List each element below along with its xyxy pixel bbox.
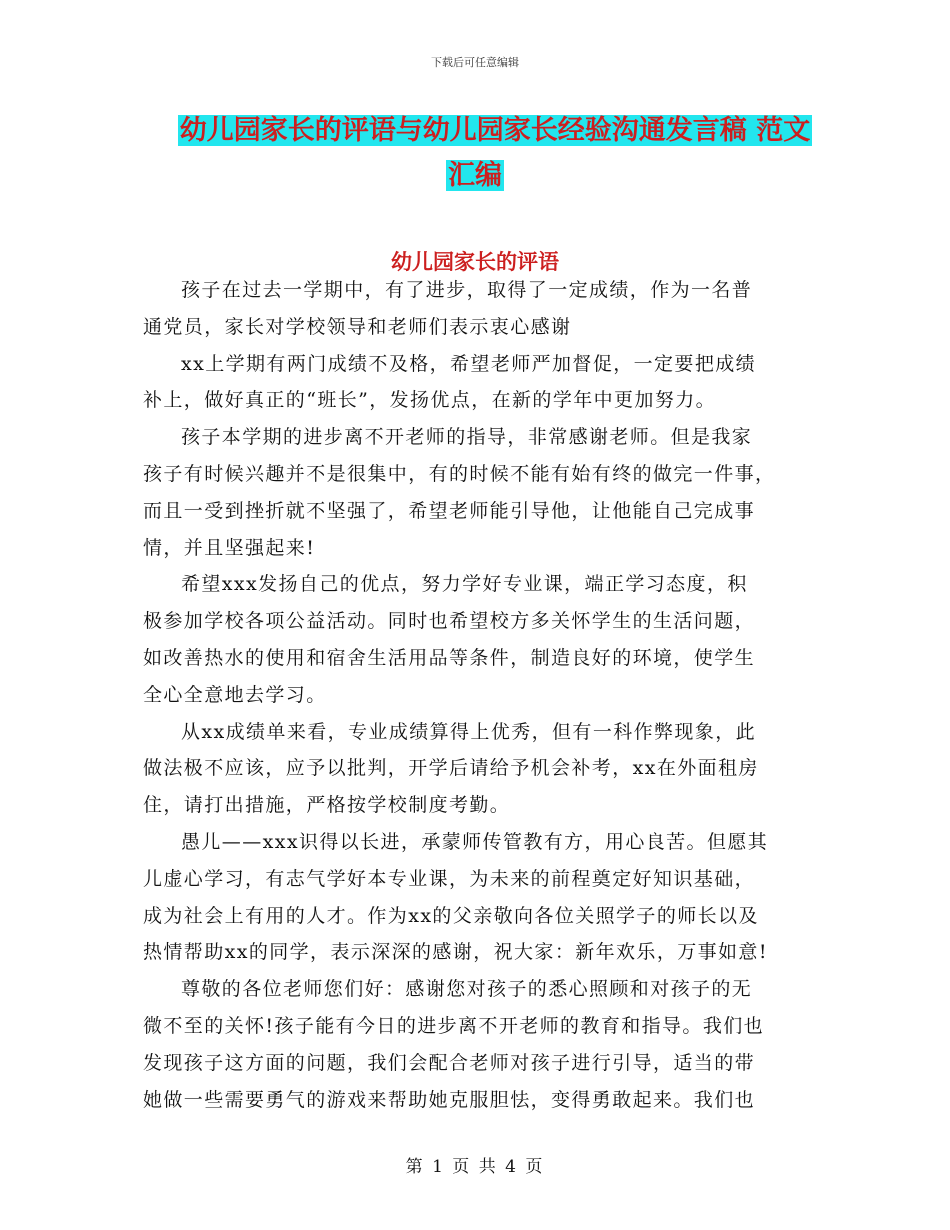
header-note: 下载后可任意编辑 bbox=[431, 56, 519, 69]
document-title bbox=[0, 108, 950, 198]
paragraph-3: 孩子本学期的进步离不开老师的指导，非常感谢老师。但是我家 孩子有时候兴趣并不是很集中，有的时候不能有始有终的做完一件事， 而且一受到挫折就不坚强了，希望老师能引导他，让他能自己完成事 情，并且坚强起来! bbox=[143, 426, 776, 559]
document-title-line-1: 幼儿园家长的评语与幼儿园家长经验沟通发言稿 范文 bbox=[179, 115, 811, 146]
section-title: 幼儿园家长的评语 bbox=[391, 250, 559, 274]
body-text bbox=[143, 272, 811, 1118]
paragraph-6: 愚儿——xxx识得以长进，承蒙师传管教有方，用心良苦。但愿其 儿虚心学习，有志气学好本专业课，为未来的前程奠定好知识基础， 成为社会上有用的人才。作为xx的父亲敬向各位关照学子的师长以及 热情帮助xx的同学，表示深深的感谢，祝大家：新年欢乐，万事如意! bbox=[143, 830, 769, 964]
document-title-line-2: 汇编 bbox=[448, 160, 502, 191]
paragraph-1: 孩子在过去一学期中，有了进步，取得了一定成绩，作为一名普 通党员，家长对学校领导和老师们表示衷心感谢 bbox=[143, 279, 753, 338]
paragraph-2: xx上学期有两门成绩不及格，希望老师严加督促，一定要把成绩 补上，做好真正的“班长”，发扬优点，在新的学年中更加努力。 bbox=[143, 352, 757, 412]
paragraph-5: 从xx成绩单来看，专业成绩算得上优秀，但有一科作弊现象，此 做法极不应该，应予以批判，开学后请给予机会补考，xx在外面租房 住，请打出措施，严格按学校制度考勤。 bbox=[143, 720, 759, 817]
page-footer: 第 1 页 共 4 页 bbox=[405, 1157, 545, 1177]
paragraph-4: 希望xxx发扬自己的优点，努力学好专业课，端正学习态度，积 极参加学校各项公益活动。同时也希望校方多关怀学生的生活问题， 如改善热水的使用和宿舍生活用品等条件，制造良好的环境，使学生 全心全意地去学习。 bbox=[143, 573, 756, 706]
paragraph-7: 尊敬的各位老师您们好：感谢您对孩子的悉心照顾和对孩子的无 微不至的关怀!孩子能有今日的进步离不开老师的教育和指导。我们也 发现孩子这方面的问题，我们会配合老师对孩子进行引导，适当的带 她做一些需要勇气的游戏来帮助她克服胆怯，变得勇敢起来。我们也 bbox=[143, 978, 765, 1111]
